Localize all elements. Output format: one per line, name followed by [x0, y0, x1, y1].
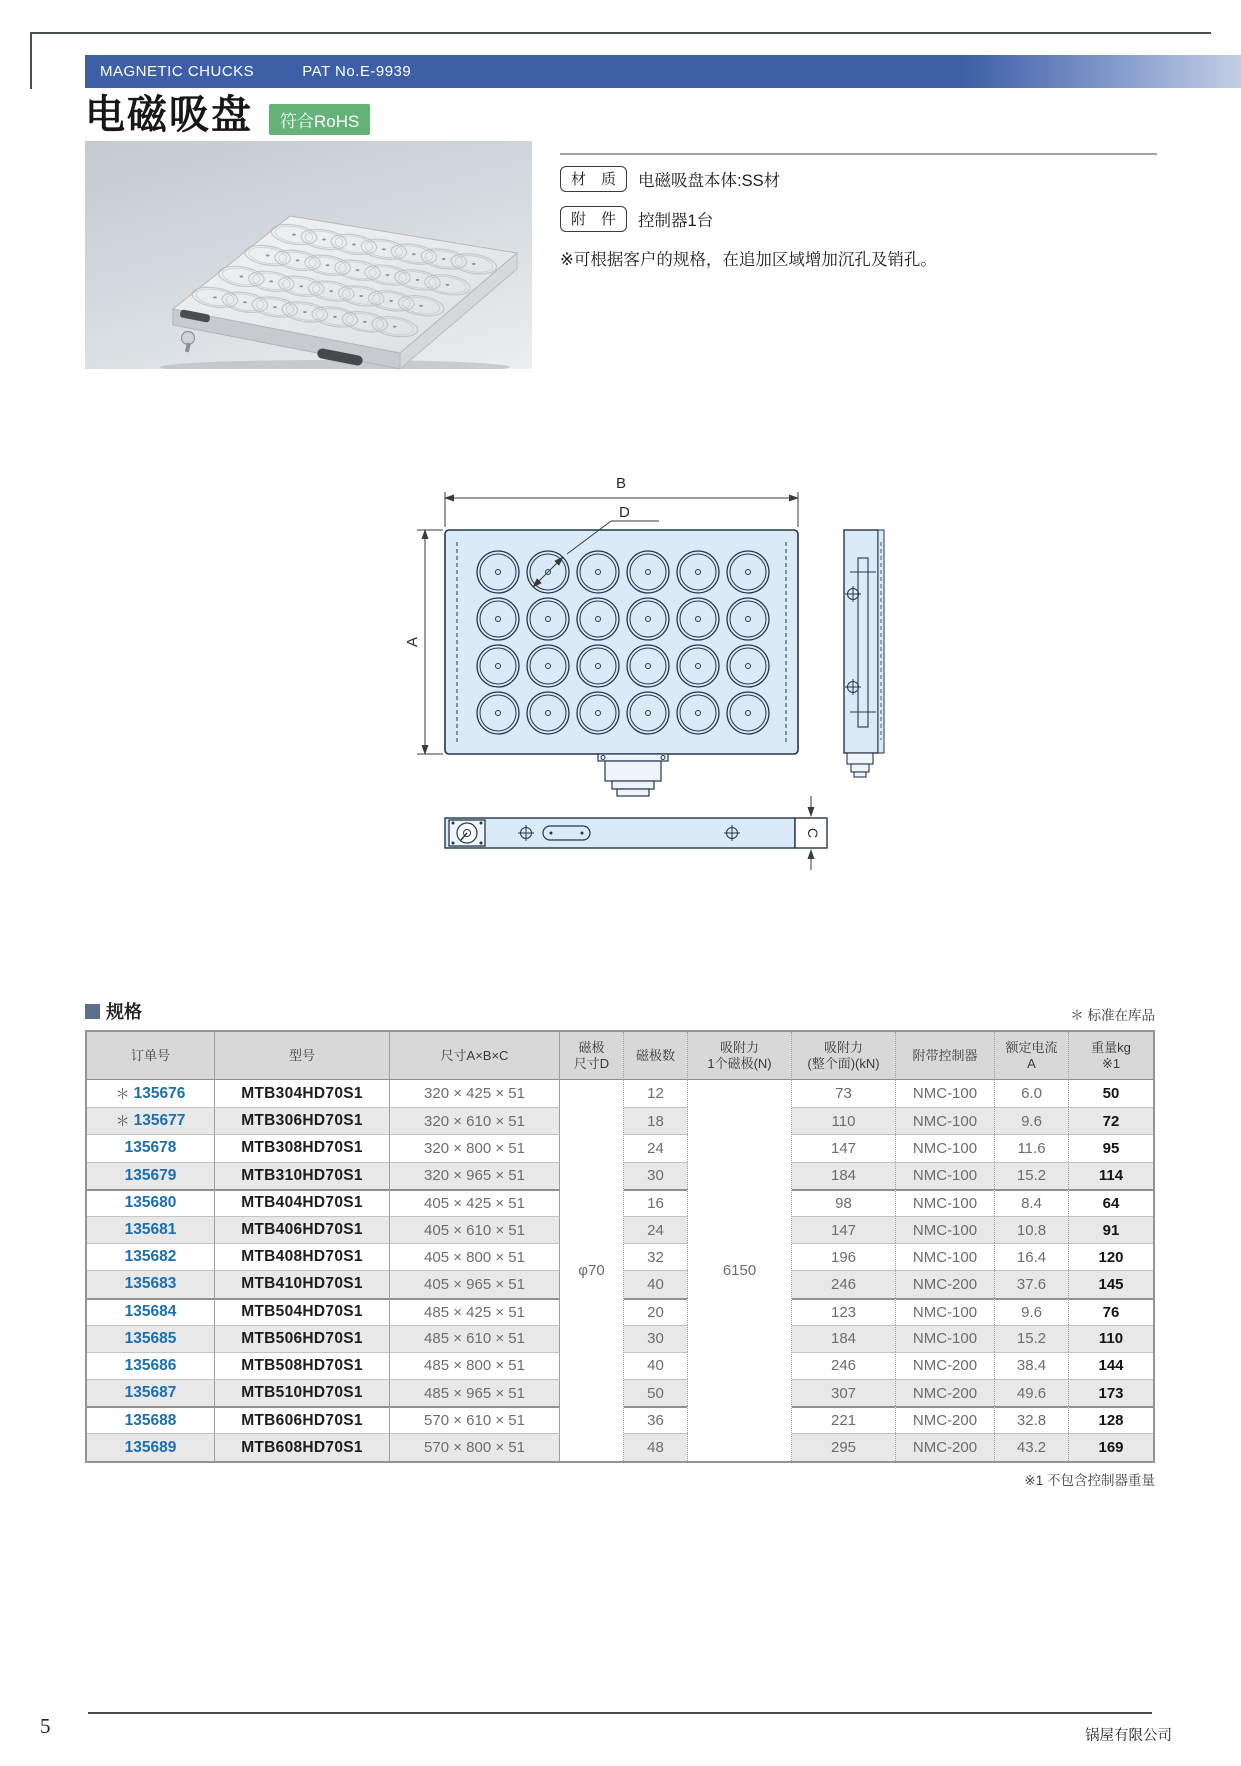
col-header-3: [390, 1032, 560, 1080]
section-square-icon: [85, 1004, 100, 1019]
material-tag: 材 质: [560, 166, 627, 192]
col-header-line: 尺寸A×B×C: [440, 1047, 509, 1063]
col-header-line: 附带控制器: [912, 1047, 978, 1063]
stock-legend: ＊ 标准在库品: [1070, 1008, 1155, 1023]
cell-weight: 128: [1069, 1406, 1153, 1433]
cell-weight: 114: [1069, 1162, 1153, 1189]
cell-order[interactable]: [87, 1243, 215, 1270]
col-header-line: 吸附力: [823, 1039, 863, 1055]
cell-total_force: 98: [792, 1189, 896, 1216]
cell-poles: 20: [624, 1298, 688, 1325]
dim-c-label: C: [805, 827, 821, 839]
order-number[interactable]: 135688: [124, 1411, 177, 1429]
cell-model: MTB608HD70S1: [215, 1433, 390, 1460]
cell-total_force: 184: [792, 1162, 896, 1189]
cell-size: 405 × 425 × 51: [390, 1189, 560, 1216]
cell-size: 485 × 610 × 51: [390, 1325, 560, 1352]
technical-drawing: [355, 430, 905, 880]
col-header-line: 型号: [288, 1047, 315, 1063]
order-number[interactable]: 135676: [133, 1084, 186, 1102]
cell-order[interactable]: [87, 1352, 215, 1379]
dim-d-label: D: [619, 504, 630, 521]
force-per-pole-cell: 6150: [688, 1080, 792, 1461]
cell-total_force: 221: [792, 1406, 896, 1433]
cell-current: 38.4: [995, 1352, 1069, 1379]
cell-order[interactable]: [87, 1134, 215, 1161]
cell-weight: 72: [1069, 1107, 1153, 1134]
cell-size: 405 × 965 × 51: [390, 1270, 560, 1297]
cell-size: 405 × 800 × 51: [390, 1243, 560, 1270]
spec-section-title: 规格: [106, 1002, 142, 1022]
title-row: [85, 95, 370, 135]
col-header-line: 吸附力: [719, 1039, 759, 1055]
cell-weight: 50: [1102, 1085, 1120, 1103]
cell-order[interactable]: [87, 1433, 215, 1460]
col-header-7: [792, 1032, 896, 1080]
cell-poles: 16: [624, 1189, 688, 1216]
cell-weight: 145: [1069, 1270, 1153, 1297]
order-number[interactable]: 135689: [124, 1438, 177, 1456]
material-text: 电磁吸盘本体:SS材: [638, 172, 781, 190]
cell-total_force: 295: [792, 1433, 896, 1460]
order-number[interactable]: 135682: [124, 1248, 177, 1266]
cell-total_force: 147: [792, 1134, 896, 1161]
material-row: [560, 166, 780, 192]
cell-order[interactable]: [87, 1162, 215, 1189]
cell-current: 9.6: [995, 1298, 1069, 1325]
col-header-line: 1个磁极(N): [707, 1055, 772, 1071]
cell-current: 15.2: [995, 1162, 1069, 1189]
cell-model: MTB404HD70S1: [215, 1189, 390, 1216]
col-header-line: 磁极: [578, 1039, 605, 1055]
product-photo-render: [85, 141, 532, 369]
cell-current: 37.6: [995, 1270, 1069, 1297]
cell-poles: 24: [624, 1134, 688, 1161]
footer-rule: [88, 1712, 1152, 1714]
patent-number: PAT No.E-9939: [302, 63, 412, 80]
cell-current: 49.6: [995, 1379, 1069, 1406]
col-header-line: 订单号: [130, 1047, 170, 1063]
cell-weight: 76: [1069, 1298, 1153, 1325]
cell-size: 570 × 610 × 51: [390, 1406, 560, 1433]
cell-size: 485 × 425 × 51: [390, 1298, 560, 1325]
cell-total_force: 184: [792, 1325, 896, 1352]
cell-controller: NMC-100: [896, 1298, 995, 1325]
cell-controller: NMC-100: [896, 1162, 995, 1189]
cell-total_force: 307: [792, 1379, 896, 1406]
cell-poles: 30: [624, 1162, 688, 1189]
order-number[interactable]: 135680: [124, 1194, 177, 1212]
col-header-6: [688, 1032, 792, 1080]
cell-model: MTB410HD70S1: [215, 1270, 390, 1297]
cell-model: MTB504HD70S1: [215, 1298, 390, 1325]
spec-table: [85, 1030, 1155, 1463]
col-header-8: [896, 1032, 995, 1080]
cell-weight: 173: [1069, 1379, 1153, 1406]
col-header-line: 额定电流: [1005, 1039, 1058, 1055]
cell-weight: 110: [1069, 1325, 1153, 1352]
col-header-line: 磁极数: [635, 1047, 675, 1063]
cell-total_force: 196: [792, 1243, 896, 1270]
cell-total_force: 246: [792, 1352, 896, 1379]
pole-diameter-cell: φ70: [560, 1080, 624, 1461]
customization-note: ※可根据客户的规格，在追加区域增加沉孔及销孔。: [560, 251, 937, 269]
cell-order[interactable]: [87, 1379, 215, 1406]
cell-weight: 95: [1069, 1134, 1153, 1161]
col-header-line: 尺寸D: [573, 1055, 610, 1071]
order-number[interactable]: 135683: [124, 1275, 177, 1293]
order-number[interactable]: 135678: [124, 1139, 177, 1157]
cell-current: 9.6: [995, 1107, 1069, 1134]
cell-size: 320 × 425 × 51: [390, 1080, 560, 1107]
col-header-9: [995, 1032, 1069, 1080]
cell-current: 8.4: [995, 1189, 1069, 1216]
stock-asterisk: ＊: [115, 1113, 130, 1130]
cell-poles: 40: [624, 1270, 688, 1297]
cell-size: 405 × 610 × 51: [390, 1216, 560, 1243]
col-header-2: [215, 1032, 390, 1080]
left-corner-rule: [30, 32, 32, 89]
cell-poles: 40: [624, 1352, 688, 1379]
col-header-line: ※1: [1101, 1055, 1121, 1071]
top-rule: [30, 32, 1211, 34]
cell-controller: NMC-200: [896, 1379, 995, 1406]
cell-total_force: 246: [792, 1270, 896, 1297]
order-number[interactable]: 135685: [124, 1329, 177, 1347]
product-photo: [85, 141, 532, 369]
cell-total_force: 147: [792, 1216, 896, 1243]
cell-current: 15.2: [995, 1325, 1069, 1352]
accessory-row: [560, 206, 713, 232]
cell-model: MTB306HD70S1: [215, 1107, 390, 1134]
cell-controller: NMC-200: [896, 1270, 995, 1297]
cell-weight: 64: [1069, 1189, 1153, 1216]
cell-model: MTB508HD70S1: [215, 1352, 390, 1379]
cell-order[interactable]: [87, 1406, 215, 1433]
dim-a-label: A: [404, 636, 421, 648]
col-header-line: (整个面)(kN): [807, 1055, 880, 1071]
col-header-10: [1069, 1032, 1153, 1080]
category-header-bar: [85, 55, 1241, 88]
order-number[interactable]: 135687: [124, 1384, 177, 1402]
cell-controller: NMC-100: [896, 1107, 995, 1134]
cell-order[interactable]: [87, 1325, 215, 1352]
category-label: MAGNETIC CHUCKS: [100, 63, 255, 80]
accessory-tag: 附 件: [560, 206, 627, 232]
cell-poles: 24: [624, 1216, 688, 1243]
cell-current: 16.4: [995, 1243, 1069, 1270]
cell-order[interactable]: [87, 1080, 215, 1107]
col-header-5: [624, 1032, 688, 1080]
cell-current: 11.6: [995, 1134, 1069, 1161]
col-header-line: A: [1027, 1055, 1036, 1071]
order-number[interactable]: 135677: [133, 1112, 186, 1130]
cell-controller: NMC-100: [896, 1325, 995, 1352]
cell-weight: 91: [1069, 1216, 1153, 1243]
cell-size: 320 × 800 × 51: [390, 1134, 560, 1161]
cell-total_force: 73: [792, 1080, 896, 1107]
cell-model: MTB506HD70S1: [215, 1325, 390, 1352]
rohs-badge: 符合RoHS: [269, 104, 370, 135]
cell-poles: 50: [624, 1379, 688, 1406]
cell-current: 43.2: [995, 1433, 1069, 1460]
cell-weight: 120: [1069, 1243, 1153, 1270]
cell-controller: NMC-100: [896, 1243, 995, 1270]
page-number: 5: [40, 1714, 51, 1738]
cell-model: MTB310HD70S1: [215, 1162, 390, 1189]
cell-order[interactable]: [87, 1107, 215, 1134]
cell-weight: 144: [1069, 1352, 1153, 1379]
cell-order[interactable]: [87, 1298, 215, 1325]
cell-controller: NMC-200: [896, 1352, 995, 1379]
dim-b-label: B: [615, 475, 627, 492]
cell-controller: NMC-100: [896, 1134, 995, 1161]
order-number[interactable]: 135679: [124, 1166, 177, 1184]
stock-asterisk: ＊: [115, 1085, 130, 1102]
order-number[interactable]: 135681: [124, 1221, 177, 1239]
cell-size: 570 × 800 × 51: [390, 1433, 560, 1460]
cell-controller: NMC-200: [896, 1406, 995, 1433]
page-title: 电磁吸盘: [85, 93, 253, 137]
cell-poles: 32: [624, 1243, 688, 1270]
info-divider: [560, 153, 1157, 155]
cell-total_force: 110: [792, 1107, 896, 1134]
cell-poles: 12: [624, 1080, 688, 1107]
cell-order[interactable]: [87, 1216, 215, 1243]
spec-section-header: [85, 998, 1155, 1024]
cell-model: MTB510HD70S1: [215, 1379, 390, 1406]
cell-size: 320 × 965 × 51: [390, 1162, 560, 1189]
cell-order[interactable]: [87, 1189, 215, 1216]
cell-model: MTB308HD70S1: [215, 1134, 390, 1161]
cell-model: MTB606HD70S1: [215, 1406, 390, 1433]
cell-model: MTB304HD70S1: [215, 1080, 390, 1107]
cell-current: 6.0: [995, 1080, 1069, 1107]
cell-order[interactable]: [87, 1270, 215, 1297]
order-number[interactable]: 135686: [124, 1356, 177, 1374]
footer-company: 锅屋有限公司: [1085, 1728, 1172, 1744]
cell-controller: NMC-200: [896, 1433, 995, 1460]
cell-model: MTB406HD70S1: [215, 1216, 390, 1243]
cell-size: 485 × 965 × 51: [390, 1379, 560, 1406]
cell-size: 485 × 800 × 51: [390, 1352, 560, 1379]
cell-total_force: 123: [792, 1298, 896, 1325]
accessory-text: 控制器1台: [638, 212, 714, 230]
order-number[interactable]: 135684: [124, 1303, 177, 1321]
cell-controller: NMC-100: [896, 1189, 995, 1216]
cell-poles: 18: [624, 1107, 688, 1134]
cell-poles: 36: [624, 1406, 688, 1433]
col-header-1: [87, 1032, 215, 1080]
cell-poles: 30: [624, 1325, 688, 1352]
spec-footnote: ※1 不包含控制器重量: [1024, 1473, 1155, 1488]
cell-controller: NMC-100: [896, 1216, 995, 1243]
cell-poles: 48: [624, 1433, 688, 1460]
col-header-4: [560, 1032, 624, 1080]
cell-weight: 169: [1069, 1433, 1153, 1460]
cell-controller: NMC-100: [896, 1080, 995, 1107]
cell-size: 320 × 610 × 51: [390, 1107, 560, 1134]
col-header-line: 重量kg: [1091, 1039, 1131, 1055]
cell-current: 10.8: [995, 1216, 1069, 1243]
cell-model: MTB408HD70S1: [215, 1243, 390, 1270]
cell-current: 32.8: [995, 1406, 1069, 1433]
